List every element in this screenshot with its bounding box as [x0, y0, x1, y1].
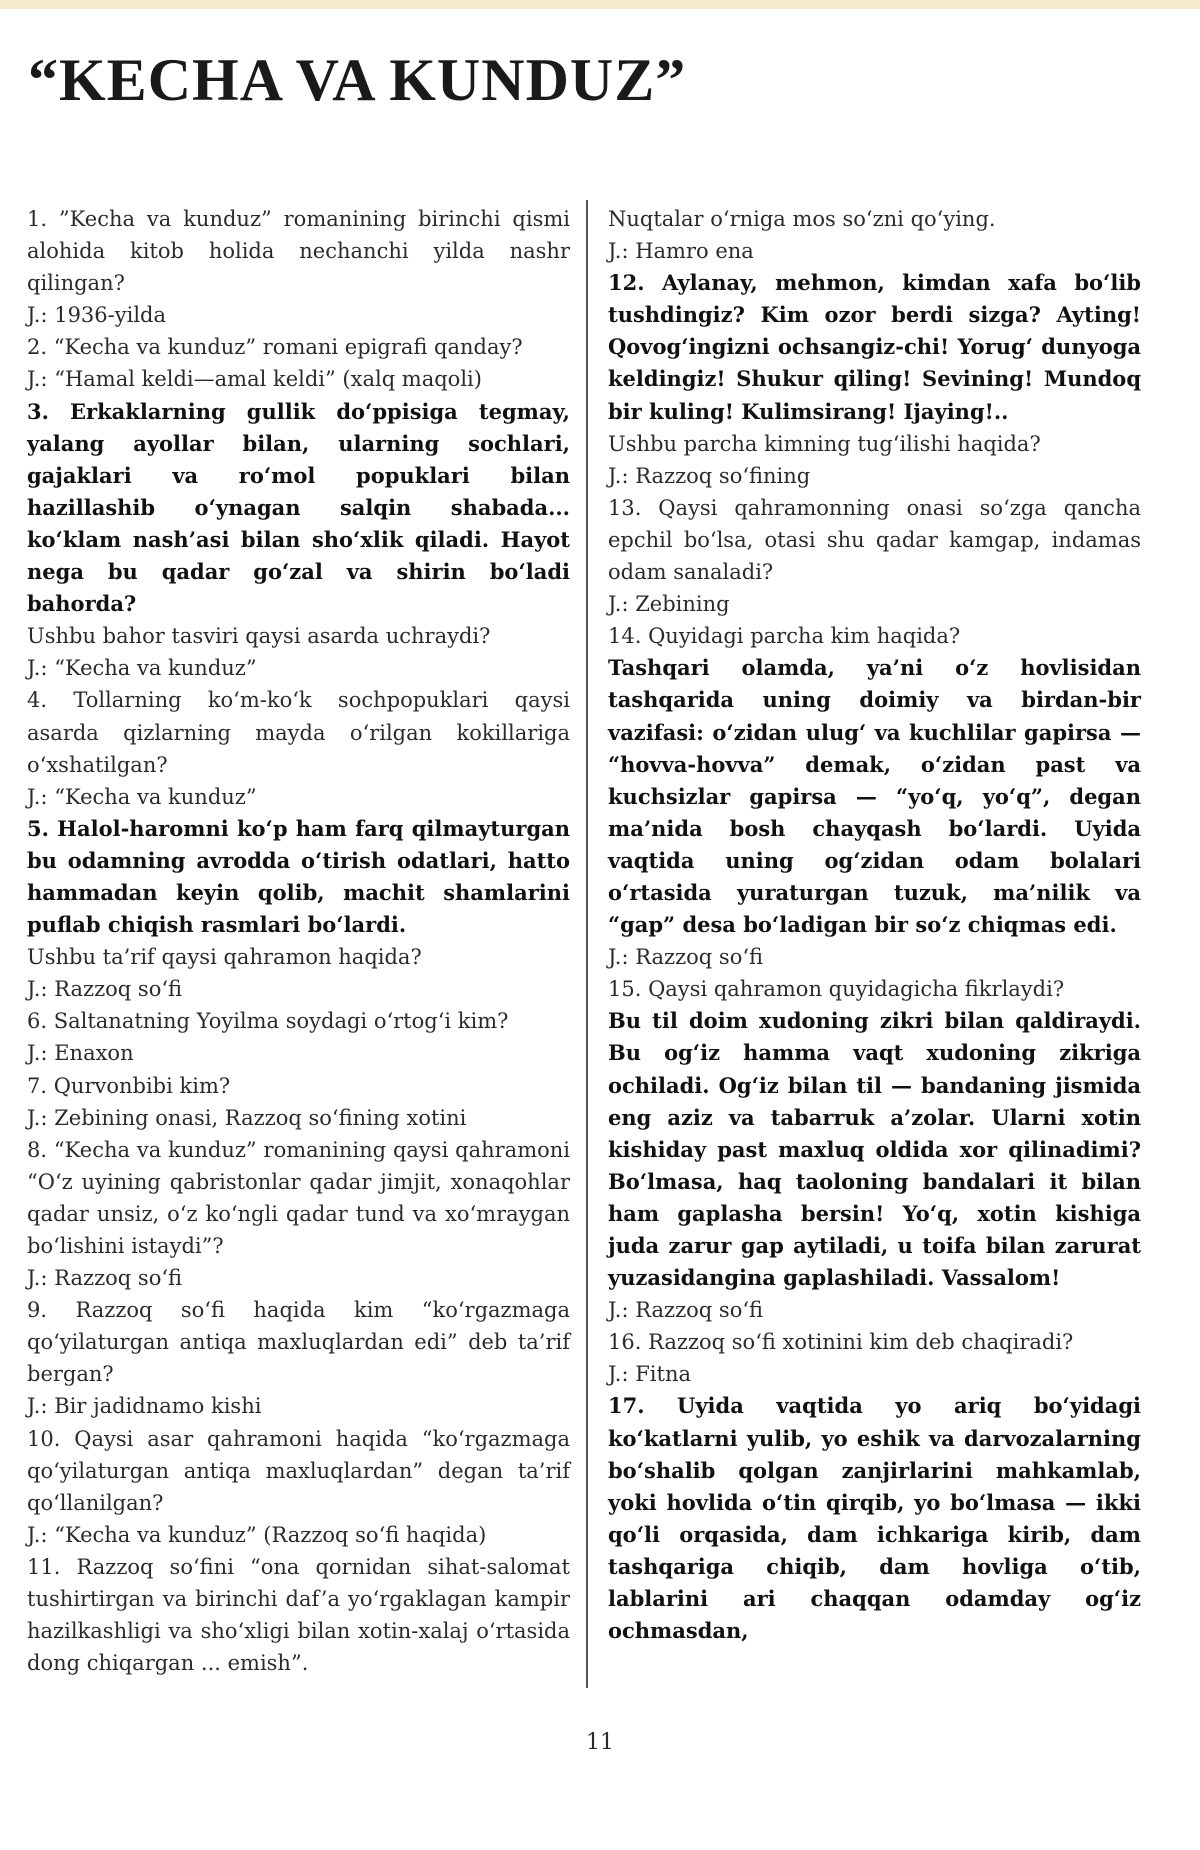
paragraph: 7. Qurvonbibi kim? [27, 1073, 231, 1098]
paragraph: J.: 1936-yilda [27, 303, 167, 328]
paragraph: Ushbu parcha kimning tug‘ilishi haqida? [608, 431, 1041, 456]
paragraph: 8. “Kecha va kunduz” romanining qaysi qahramoni “O‘z uyining qabristonlar qadar jimjit, xonaqohlar qadar unsiz, o‘z ko‘ngli qadar tund va xo‘mraygan bo‘lishini istaydi”? [27, 1137, 570, 1258]
paragraph: J.: “Kecha va kunduz” [27, 784, 257, 809]
paragraph: 4. Tollarning ko‘m-ko‘k sochpopuklari qaysi asarda qizlarning mayda o‘rilgan kokillariga o‘xshatilgan? [27, 688, 570, 777]
paragraph: 16. Razzoq so‘fi xotinini kim deb chaqiradi? [608, 1330, 1074, 1355]
paragraph: 10. Qaysi asar qahramoni haqida “ko‘rgazmaga qo‘yilaturgan antiqa maxluqlardan” degan ta’rif qo‘llanilgan? [27, 1426, 570, 1515]
paragraph: J.: Zebining [608, 592, 730, 617]
paragraph: 2. “Kecha va kunduz” romani epigrafi qanday? [27, 335, 523, 360]
paragraph: J.: “Kecha va kunduz” (Razzoq so‘fi haqida) [27, 1522, 487, 1547]
paragraph: J.: Hamro ena [608, 239, 754, 264]
paragraph: Ushbu ta’rif qaysi qahramon haqida? [27, 945, 422, 970]
paragraph: J.: Bir jadidnamo kishi [27, 1394, 262, 1419]
paragraph: J.: Razzoq so‘fi [27, 1266, 183, 1291]
paragraph: J.: Razzoq so‘fi [608, 945, 764, 970]
paragraph: 13. Qaysi qahramonning onasi so‘zga qancha epchil bo‘lsa, otasi shu qadar kamgap, indamas odam sanaladi? [608, 495, 1141, 585]
paragraph: 3. Erkaklarning gullik do‘ppisiga tegmay, yalang ayollar bilan, ularning sochlari, gajaklari va ro‘mol popuklari bilan hazillashib o‘ynagan salqin shabada... ko‘klam nash’asi bilan sho‘xlik qiladi. Hayot nega bu qadar go‘zal va shirin bo‘ladi bahorda? [27, 398, 570, 617]
column-divider [586, 200, 588, 1688]
paragraph: Ushbu bahor tasviri qaysi asarda uchraydi? [27, 624, 491, 649]
paragraph: 11. Razzoq so‘fini “ona qornidan sihat-salomat tushirtirgan va birinchi daf’a yo‘rgaklagan kampir hazilkashligi va sho‘xligi bilan xotin-xalaj o‘rtasida dong chiqargan ... emish”. [27, 1554, 570, 1676]
paragraph: 5. Halol-haromni ko‘p ham farq qilmayturgan bu odamning avrodda o‘tirish odatlari, hatto hammadan keyin qolib, machit shamlarini puflab chiqish rasmlari bo‘lardi. [27, 815, 570, 938]
paragraph: J.: Zebining onasi, Razzoq so‘fining xotini [27, 1105, 467, 1130]
paragraph: 6. Saltanatning Yoyilma soydagi o‘rtog‘i kim? [27, 1009, 509, 1034]
paragraph: Bu til doim xudoning zikri bilan qaldiraydi. Bu og‘iz hamma vaqt xudoning zikriga ochiladi. Og‘iz bilan til — bandaning jismida eng aziz va tabarruk a’zolar. Ularni xotin kishiday past maxluq oldida xor qilinadimi? Bo‘lmasa, haq taoloning bandalari it bilan ham gaplasha bersin! Yo‘q, xotin kishiga juda zarur gap aytiladi, u toifa bilan zarurat yuzasidangina gaplashiladi. Vassalom! [608, 1008, 1141, 1291]
paragraph: 17. Uyida vaqtida yo ariq bo‘yidagi ko‘katlarni yulib, yo eshik va darvozalarning bo‘shalib qolgan zanjirlarini mahkamlab, yoki hovlida o‘tin qirqib, yo bo‘lmasa — ikki qo‘li orqasida, dam ichkariga kirib, dam tashqariga chiqib, dam hovliga o‘tib, lablarini ari chaqqan odamday og‘iz ochmasdan, [608, 1393, 1141, 1644]
paragraph: Nuqtalar o‘rniga mos so‘zni qo‘ying. [608, 207, 996, 231]
paragraph: J.: Razzoq so‘fining [608, 463, 811, 488]
paragraph: J.: Razzoq so‘fi [608, 1298, 764, 1323]
paragraph: Tashqari olamda, ya’ni o‘z hovlisidan tashqarida uning doimiy va birdan-bir vazifasi: o‘zidan ulug‘ va kuchlilar gapirsa — “hovva-hovva” demak, o‘zidan past va kuchsizlar gapirsa — “yo‘q, yo‘q”, degan ma’nida bosh chayqash bo‘lardi. Uyida vaqtida uning og‘zidan odam bolalari o‘rtasida yuraturgan tuzuk, ma’nilik va “gap” desa bo‘ladigan bir so‘z chiqmas edi. [608, 655, 1141, 938]
paragraph: J.: “Kecha va kunduz” [27, 656, 257, 681]
paragraph: J.: “Hamal keldi—amal keldi” (xalq maqoli) [27, 367, 482, 392]
paragraph: 14. Quyidagi parcha kim haqida? [608, 624, 961, 649]
paragraph: 12. Aylanay, mehmon, kimdan xafa bo‘lib tushdingiz? Kim ozor berdi sizga? Ayting! Qovog‘ingizni ochsangiz-chi! Yorug‘ dunyoga keldingiz! Shukur qiling! Sevining! Mundoq bir kuling! Kulimsirang! Ijaying!.. [608, 270, 1141, 424]
right-column [608, 203, 1141, 1647]
paragraph: 9. Razzoq so‘fi haqida kim “ko‘rgazmaga qo‘yilaturgan antiqa maxluqlardan edi” deb ta’rif bergan? [27, 1298, 570, 1387]
page-number: 11 [586, 1730, 614, 1755]
left-column [27, 203, 570, 1679]
paragraph: 15. Qaysi qahramon quyidagicha fikrlaydi? [608, 977, 1065, 1002]
page-title: “KECHA VA KUNDUZ” [28, 47, 687, 113]
paragraph: J.: Fitna [608, 1362, 691, 1387]
paragraph: 1. ”Kecha va kunduz” romanining birinchi qismi alohida kitob holida nechanchi yilda nashr qilingan? [27, 207, 570, 296]
paragraph: J.: Razzoq so‘fi [27, 977, 183, 1002]
paragraph: J.: Enaxon [27, 1041, 134, 1066]
